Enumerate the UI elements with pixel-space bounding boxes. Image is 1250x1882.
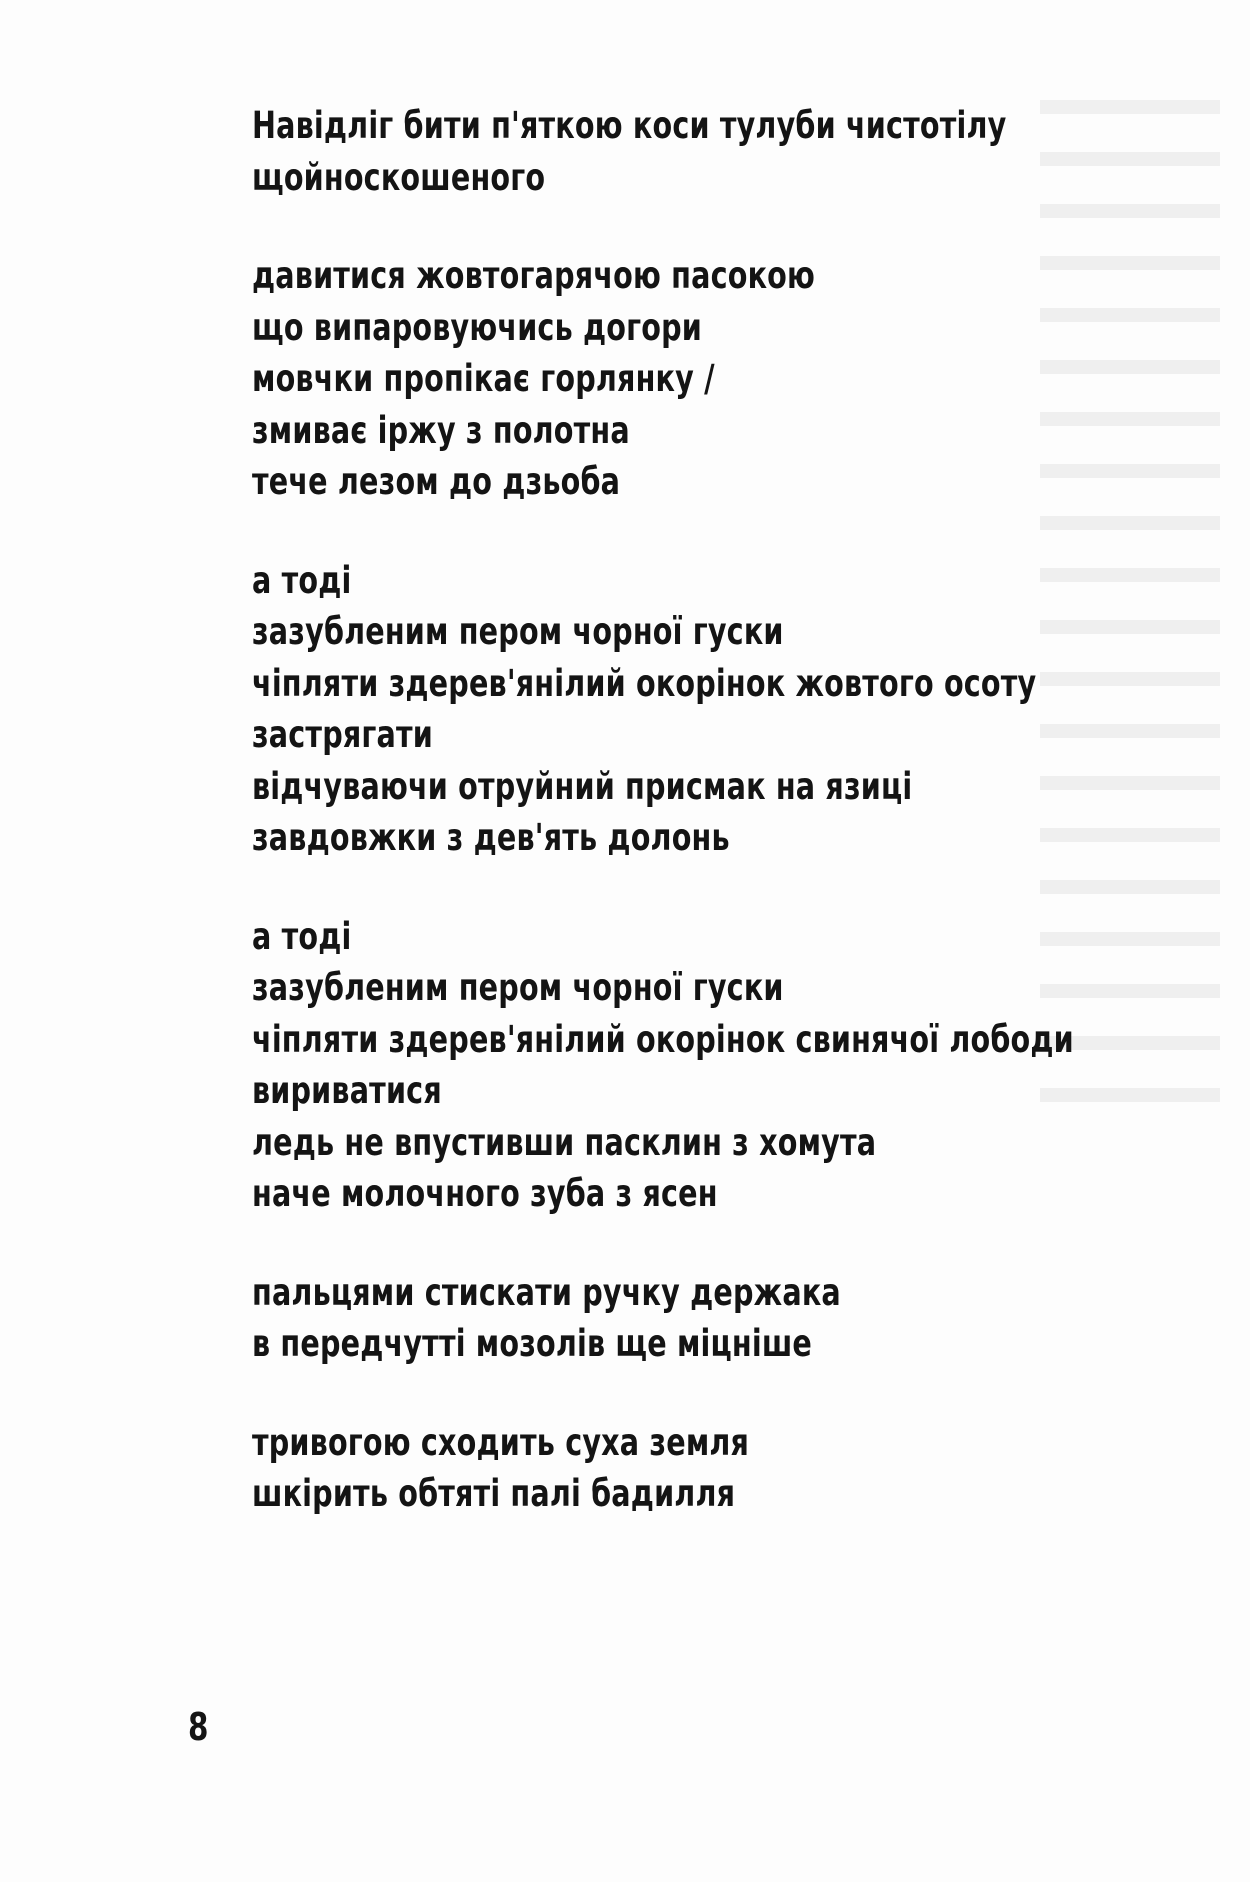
poem-line: тече лезом до дзьоба [252, 460, 621, 503]
poem-line: чіпляти здерев'янілий окорінок жовтого осоту [252, 661, 1037, 705]
poem-line: що випаровуючись догори [252, 305, 702, 349]
page-number: 8 [188, 1705, 209, 1749]
poem-line: в передчутті мозолів ще міцніше [252, 1322, 813, 1365]
stanza-3 [252, 555, 1037, 864]
poem-line: а тоді [252, 558, 352, 602]
poem-line: змиває іржу з полотна [252, 408, 630, 452]
poem [252, 100, 1074, 1567]
stanza-6 [252, 1417, 1009, 1520]
poem-line: завдовжки з дев'ять долонь [252, 816, 730, 859]
poem-line: давитися жовтогарячою пасокою [252, 254, 816, 297]
poem-line: застрягати [252, 713, 434, 756]
stanza-1 [252, 100, 1009, 203]
stanza-2 [252, 250, 1009, 508]
poem-line: Навідліг бити п'яткою коси тулуби чистотілу [252, 104, 1007, 147]
poem-line: вириватися [252, 1069, 442, 1112]
poem-line: зазубленим пером чорної гуски [252, 966, 784, 1009]
poem-line: зазубленим пером чорної гуски [252, 610, 784, 653]
stanza-4 [252, 911, 1074, 1220]
poem-line: чіпляти здерев'янілий окорінок свинячої лободи [252, 1017, 1074, 1061]
bleed-through-texture [1040, 100, 1220, 1250]
poem-line: мовчки пропікає горлянку / [252, 357, 715, 400]
poem-line: шкірить обтяті палі бадилля [252, 1472, 736, 1515]
poem-line: тривогою сходить суха земля [252, 1420, 750, 1464]
stanza-5 [252, 1267, 1009, 1370]
poem-line: відчуваючи отруйний присмак на язиці [252, 764, 913, 808]
poem-line: пальцями стискати ручку держака [252, 1270, 841, 1314]
poem-line: щойноскошеного [252, 155, 546, 199]
poem-line: а тоді [252, 914, 352, 958]
poem-line: ледь не впустивши пасклин з хомута [252, 1120, 877, 1164]
poem-line: наче молочного зуба з ясен [252, 1172, 718, 1215]
